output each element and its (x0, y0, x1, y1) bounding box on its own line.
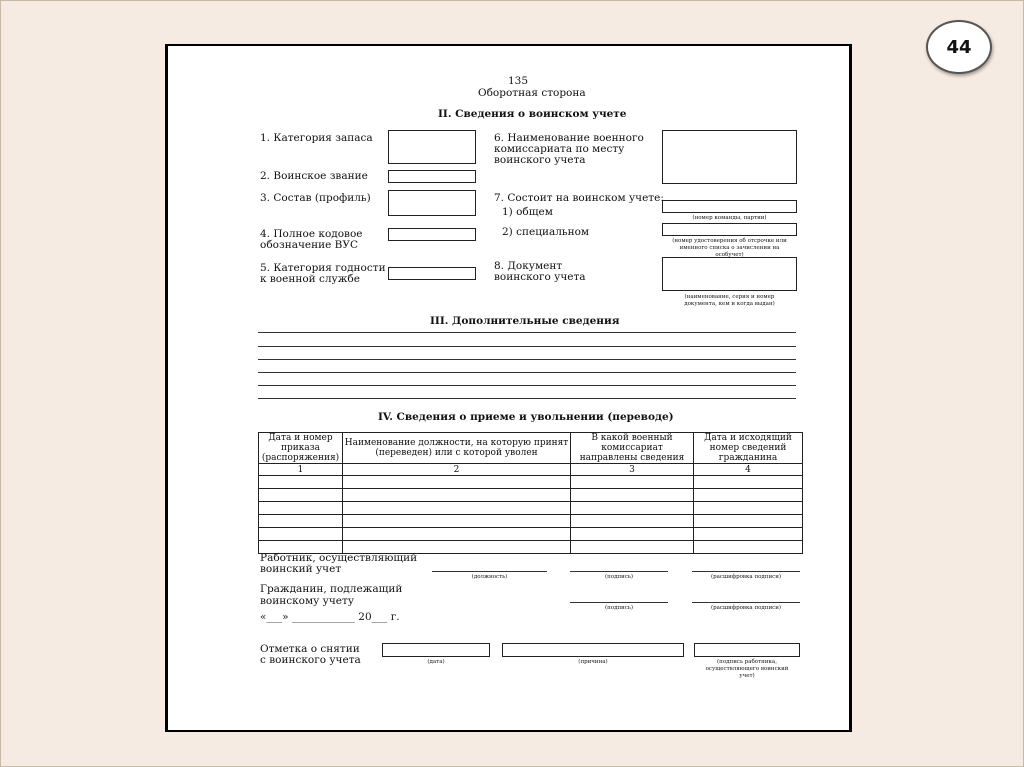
table-cell[interactable] (694, 515, 803, 528)
field-2-box[interactable] (388, 170, 476, 183)
worker-signature-caption: (подпись) (604, 574, 634, 580)
citizen-decoding-line[interactable] (692, 602, 800, 603)
table-cell[interactable] (343, 489, 571, 502)
field-8-box[interactable] (662, 257, 797, 291)
table-header-position: Наименование должности, на которую принят (переведен) или с которой уволен (343, 433, 571, 464)
table-row (259, 515, 803, 528)
field-8-label-line1: 8. Документ (494, 260, 563, 272)
field-7-label: 7. Состоит на воинском учете: (494, 192, 664, 204)
field-7-2-box[interactable] (662, 223, 797, 236)
table-row (259, 489, 803, 502)
section-2-title: II. Сведения о воинском учете (438, 108, 627, 120)
citizen-signature-caption: (подпись) (604, 605, 634, 611)
worker-decoding-caption: (расшифровка подписи) (710, 574, 782, 580)
table-cell[interactable] (259, 502, 343, 515)
table-cell[interactable] (571, 476, 694, 489)
removal-signature-caption-line2: осуществляющего воинский (705, 666, 789, 672)
field-7-1-box[interactable] (662, 200, 797, 213)
removal-signature-caption-line1: (подпись работника, (717, 659, 777, 665)
table-header-order: Дата и номер приказа (распоряжения) (259, 433, 343, 464)
section-4-title: IV. Сведения о приеме и увольнении (переводе) (378, 411, 674, 423)
citizen-label-line2: воинскому учету (260, 595, 354, 607)
table-cell[interactable] (694, 489, 803, 502)
field-6-box[interactable] (662, 130, 797, 184)
field-4-box[interactable] (388, 228, 476, 241)
table-row (259, 502, 803, 515)
field-6-label-line3: воинского учета (494, 154, 586, 166)
form-page (165, 44, 852, 732)
citizen-decoding-caption: (расшифровка подписи) (710, 605, 782, 611)
table-cell[interactable] (571, 515, 694, 528)
table-col-number: 1 (259, 464, 343, 476)
field-7-1-label: 1) общем (502, 206, 553, 218)
field-4-label-line2: обозначение ВУС (260, 239, 358, 251)
field-4-label-line1: 4. Полное кодовое (260, 228, 363, 240)
removal-signature-caption-line3: учет) (739, 673, 755, 679)
field-6-label-line2: комиссариата по месту (494, 143, 625, 155)
table-row (259, 476, 803, 489)
worker-decoding-line[interactable] (692, 571, 800, 572)
table-cell[interactable] (571, 528, 694, 541)
table-cell[interactable] (343, 515, 571, 528)
table-cell[interactable] (259, 515, 343, 528)
field-8-label-line2: воинского учета (494, 271, 586, 283)
citizen-signature-line[interactable] (570, 602, 668, 603)
table-cell[interactable] (694, 528, 803, 541)
field-5-box[interactable] (388, 267, 476, 280)
table-header-commissariat: В какой военный комиссариат направлены сведения (571, 433, 694, 464)
field-7-2-caption-line2: именного списка о зачислении на (679, 245, 780, 251)
field-8-caption-line1: (наименование, серия и номер (684, 294, 775, 300)
field-1-box[interactable] (388, 130, 476, 164)
table-cell[interactable] (343, 528, 571, 541)
table-cell[interactable] (571, 502, 694, 515)
table-cell[interactable] (571, 489, 694, 502)
table-cell[interactable] (259, 476, 343, 489)
removal-date-caption: (дата) (427, 659, 445, 665)
citizen-label-line1: Гражданин, подлежащий (260, 583, 403, 595)
field-3-label: 3. Состав (профиль) (260, 192, 371, 204)
employment-table (258, 432, 803, 554)
table-row (259, 528, 803, 541)
slide-number-badge: 44 (926, 20, 992, 74)
table-cell[interactable] (694, 541, 803, 554)
field-2-label: 2. Воинское звание (260, 170, 368, 182)
table-col-number: 4 (694, 464, 803, 476)
worker-position-caption: (должность) (471, 574, 508, 580)
removal-reason-caption: (причина) (578, 659, 608, 665)
table-cell[interactable] (259, 528, 343, 541)
removal-label-line2: с воинского учета (260, 654, 361, 666)
field-7-1-caption: (номер команды, партии) (692, 215, 767, 221)
table-col-number: 3 (571, 464, 694, 476)
additional-info-line-6[interactable] (258, 398, 796, 399)
table-cell[interactable] (571, 541, 694, 554)
section-3-title: III. Дополнительные сведения (430, 315, 620, 327)
additional-info-line-1[interactable] (258, 332, 796, 333)
table-header-outgoing-number: Дата и исходящий номер сведений гражданина (694, 433, 803, 464)
table-cell[interactable] (343, 502, 571, 515)
field-7-2-caption-line3: особучет) (715, 252, 744, 258)
field-8-caption-line2: документа, кем и когда выдан) (684, 301, 775, 307)
worker-label-line1: Работник, осуществляющий (260, 552, 418, 564)
date-line[interactable]: «___» ____________ 20___ г. (260, 611, 400, 623)
removal-date-box[interactable] (382, 643, 490, 657)
table-cell[interactable] (343, 476, 571, 489)
table-col-number: 2 (343, 464, 571, 476)
additional-info-line-3[interactable] (258, 359, 796, 360)
removal-label-line1: Отметка о снятии (260, 643, 360, 655)
field-7-2-label: 2) специальном (502, 226, 590, 238)
table-cell[interactable] (694, 502, 803, 515)
removal-reason-box[interactable] (502, 643, 684, 657)
worker-label-line2: воинский учет (260, 563, 342, 575)
additional-info-line-5[interactable] (258, 385, 796, 386)
additional-info-line-2[interactable] (258, 346, 796, 347)
table-cell[interactable] (694, 476, 803, 489)
worker-signature-line[interactable] (570, 571, 668, 572)
additional-info-line-4[interactable] (258, 372, 796, 373)
removal-signature-box[interactable] (694, 643, 800, 657)
field-6-label-line1: 6. Наименование военного (494, 132, 644, 144)
field-5-label-line1: 5. Категория годности (260, 262, 386, 274)
field-1-label: 1. Категория запаса (260, 132, 373, 144)
field-5-label-line2: к военной службе (260, 273, 360, 285)
page-number: 135 (508, 75, 529, 87)
worker-position-line[interactable] (432, 571, 547, 572)
field-7-2-caption-line1: (номер удостоверения об отсрочке или (672, 238, 787, 244)
page-side: Оборотная сторона (478, 87, 586, 99)
field-3-box[interactable] (388, 190, 476, 216)
table-cell[interactable] (259, 489, 343, 502)
